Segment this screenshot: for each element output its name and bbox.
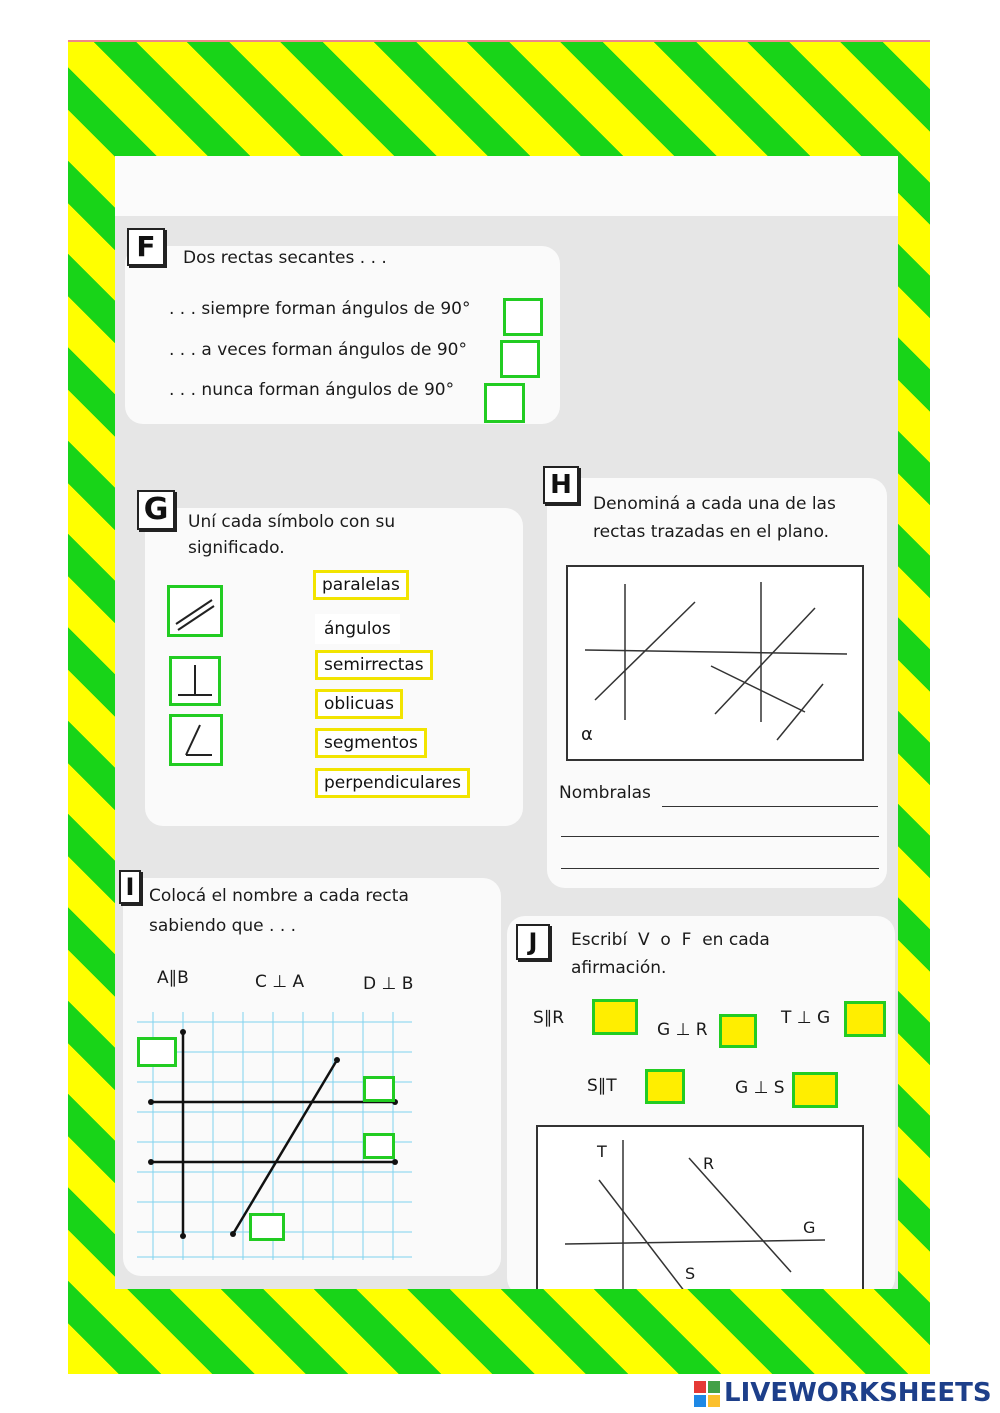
section-h-plane-label: α <box>581 724 593 745</box>
section-f-title: Dos rectas secantes . . . <box>183 248 387 268</box>
liveworksheets-brand: LIVEWORKSHEETS <box>724 1378 992 1408</box>
statement-t-perp-g: T ⊥ G <box>781 1008 831 1028</box>
parallel-symbol-icon <box>170 588 220 634</box>
section-f-letter: F <box>127 228 165 266</box>
section-f-option-2: . . . a veces forman ángulos de 90° <box>169 340 467 360</box>
section-f-answer-box-2[interactable] <box>500 340 540 378</box>
symbol-parallel-box[interactable] <box>167 585 223 637</box>
section-g-letter: G <box>137 490 175 530</box>
statement-g-perp-r: G ⊥ R <box>657 1020 708 1040</box>
diagram-label-s: S <box>685 1264 696 1283</box>
section-i-instruction-2: sabiendo que . . . <box>149 916 297 936</box>
section-f-option-3: . . . nunca forman ángulos de 90° <box>169 380 455 400</box>
statement-answer-box-2[interactable] <box>719 1014 757 1048</box>
diagram-label-r: R <box>703 1154 715 1173</box>
liveworksheets-logo-icon <box>694 1381 720 1407</box>
section-i-letter: I <box>119 870 141 904</box>
word-perpendiculares[interactable]: perpendiculares <box>315 768 470 798</box>
page-top-margin <box>115 156 898 216</box>
statement-answer-box-3[interactable] <box>844 1001 886 1037</box>
statement-answer-box-1[interactable] <box>592 999 638 1035</box>
section-h-instruction-2: rectas trazadas en el plano. <box>593 522 830 542</box>
section-h-letter: H <box>543 466 579 504</box>
statement-answer-box-5[interactable] <box>792 1072 838 1108</box>
perpendicular-symbol-icon <box>172 659 218 703</box>
word-oblicuas[interactable]: oblicuas <box>315 689 403 719</box>
answer-line-3[interactable] <box>561 868 879 869</box>
section-g-instruction-2: significado. <box>188 538 285 558</box>
section-h-plane-diagram <box>565 564 867 764</box>
word-paralelas[interactable]: paralelas <box>313 570 409 600</box>
relation-c-perp-a: C ⊥ A <box>255 972 305 992</box>
diagram-label-g: G <box>803 1218 816 1237</box>
worksheet-page <box>115 156 898 1289</box>
section-j-instruction-1: Escribí V o F en cada <box>571 930 770 950</box>
section-h-answer-label: Nombralas <box>559 783 651 803</box>
relation-a-parallel-b: A∥B <box>157 968 189 988</box>
section-g-instruction-1: Uní cada símbolo con su <box>188 512 396 532</box>
line-name-box-3[interactable] <box>363 1133 395 1159</box>
word-semirrectas[interactable]: semirrectas <box>315 650 433 680</box>
word-segmentos[interactable]: segmentos <box>315 728 427 758</box>
word-angulos[interactable]: ángulos <box>315 614 400 644</box>
statement-s-parallel-r: S∥R <box>533 1008 565 1028</box>
diagram-label-t: T <box>597 1142 607 1161</box>
line-name-box-1[interactable] <box>137 1037 177 1067</box>
angle-symbol-icon <box>172 717 220 763</box>
section-j-instruction-2: afirmación. <box>571 958 667 978</box>
section-i-instruction-1: Colocá el nombre a cada recta <box>149 886 409 906</box>
symbol-angle-box[interactable] <box>169 714 223 766</box>
answer-line-1[interactable] <box>662 806 878 807</box>
section-f-answer-box-1[interactable] <box>503 298 543 336</box>
section-j-lines-diagram <box>535 1124 865 1289</box>
section-f-answer-box-3[interactable] <box>484 383 525 423</box>
section-f-option-1: . . . siempre forman ángulos de 90° <box>169 299 471 319</box>
line-name-box-4[interactable] <box>249 1213 285 1241</box>
statement-s-parallel-t: S∥T <box>587 1076 617 1096</box>
symbol-perpendicular-box[interactable] <box>169 656 221 706</box>
section-h-instruction-1: Denominá a cada una de las <box>593 494 836 514</box>
answer-line-2[interactable] <box>561 836 879 837</box>
statement-g-perp-s: G ⊥ S <box>735 1078 785 1098</box>
line-name-box-2[interactable] <box>363 1076 395 1102</box>
relation-d-perp-b: D ⊥ B <box>363 974 414 994</box>
section-j-letter: J <box>516 924 550 960</box>
statement-answer-box-4[interactable] <box>645 1069 685 1104</box>
